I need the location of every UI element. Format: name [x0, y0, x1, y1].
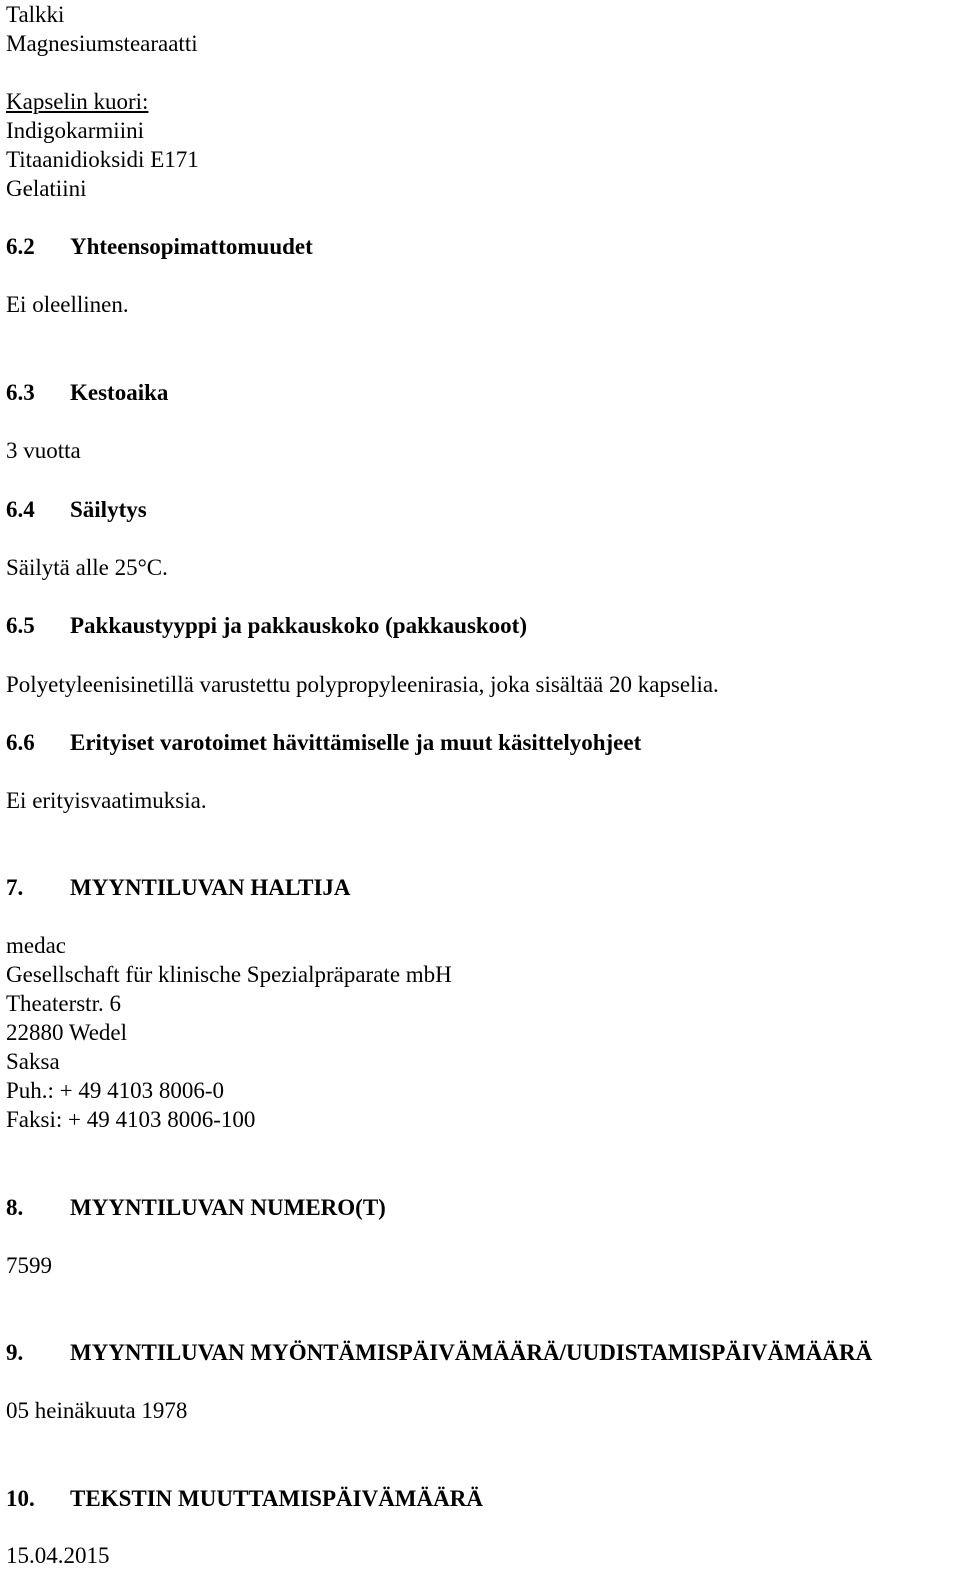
section-title: Pakkaustyyppi ja pakkauskoko (pakkauskoot) — [70, 613, 528, 638]
section-text: Säilytä alle 25°C. — [6, 555, 168, 580]
section-text: 05 heinäkuuta 1978 — [6, 1398, 188, 1423]
section-title: MYYNTILUVAN HALTIJA — [70, 875, 351, 900]
section-number: 6.5 — [6, 613, 35, 638]
excipient-item: Titaanidioksidi E171 — [6, 147, 199, 172]
section-heading-7 — [6, 873, 351, 902]
section-text: 3 vuotta — [6, 438, 81, 463]
section-title: MYYNTILUVAN MYÖNTÄMISPÄIVÄMÄÄRÄ/UUDISTAMISPÄIVÄMÄÄRÄ — [70, 1340, 873, 1365]
section-heading-6-4 — [6, 495, 147, 524]
section-title: Säilytys — [70, 497, 147, 522]
holder-line: medac — [6, 933, 67, 958]
holder-line: Puh.: + 49 4103 8006-0 — [6, 1078, 225, 1103]
holder-line: Gesellschaft für klinische Spezialpräparate mbH — [6, 962, 452, 987]
section-title: TEKSTIN MUUTTAMISPÄIVÄMÄÄRÄ — [70, 1486, 483, 1511]
section-text: Polyetyleenisinetillä varustettu polypropyleenirasia, joka sisältää 20 kapselia. — [6, 672, 719, 697]
section-heading-6-3 — [6, 378, 168, 407]
section-heading-6-2 — [6, 232, 313, 261]
section-heading-10 — [6, 1484, 483, 1513]
holder-line: Saksa — [6, 1049, 60, 1074]
section-heading-8 — [6, 1193, 386, 1222]
section-title: Kestoaika — [70, 380, 169, 405]
section-number: 6.6 — [6, 730, 35, 755]
excipient-item: Indigokarmiini — [6, 118, 144, 143]
excipient-item: Magnesiumstearaatti — [6, 31, 198, 56]
section-number: 9. — [6, 1340, 24, 1365]
holder-line: Theaterstr. 6 — [6, 991, 121, 1016]
section-number: 10. — [6, 1486, 35, 1511]
section-number: 7. — [6, 875, 24, 900]
holder-line: Faksi: + 49 4103 8006-100 — [6, 1107, 256, 1132]
section-heading-6-6 — [6, 728, 641, 757]
section-number: 6.2 — [6, 234, 35, 259]
section-text: 7599 — [6, 1253, 52, 1278]
section-title: Erityiset varotoimet hävittämiselle ja muut käsittelyohjeet — [70, 730, 642, 755]
section-title: Yhteensopimattomuudet — [70, 234, 313, 259]
section-number: 6.4 — [6, 497, 35, 522]
section-text: Ei oleellinen. — [6, 292, 129, 317]
section-text: 15.04.2015 — [6, 1543, 110, 1568]
section-title: MYYNTILUVAN NUMERO(T) — [70, 1195, 386, 1220]
section-heading-9 — [6, 1338, 872, 1367]
section-number: 8. — [6, 1195, 24, 1220]
section-text: Ei erityisvaatimuksia. — [6, 788, 207, 813]
holder-line: 22880 Wedel — [6, 1020, 128, 1045]
section-number: 6.3 — [6, 380, 35, 405]
excipient-item: Talkki — [6, 2, 65, 27]
excipient-item: Gelatiini — [6, 176, 87, 201]
capsule-shell-label: Kapselin kuori: — [6, 89, 149, 114]
section-heading-6-5 — [6, 611, 527, 640]
